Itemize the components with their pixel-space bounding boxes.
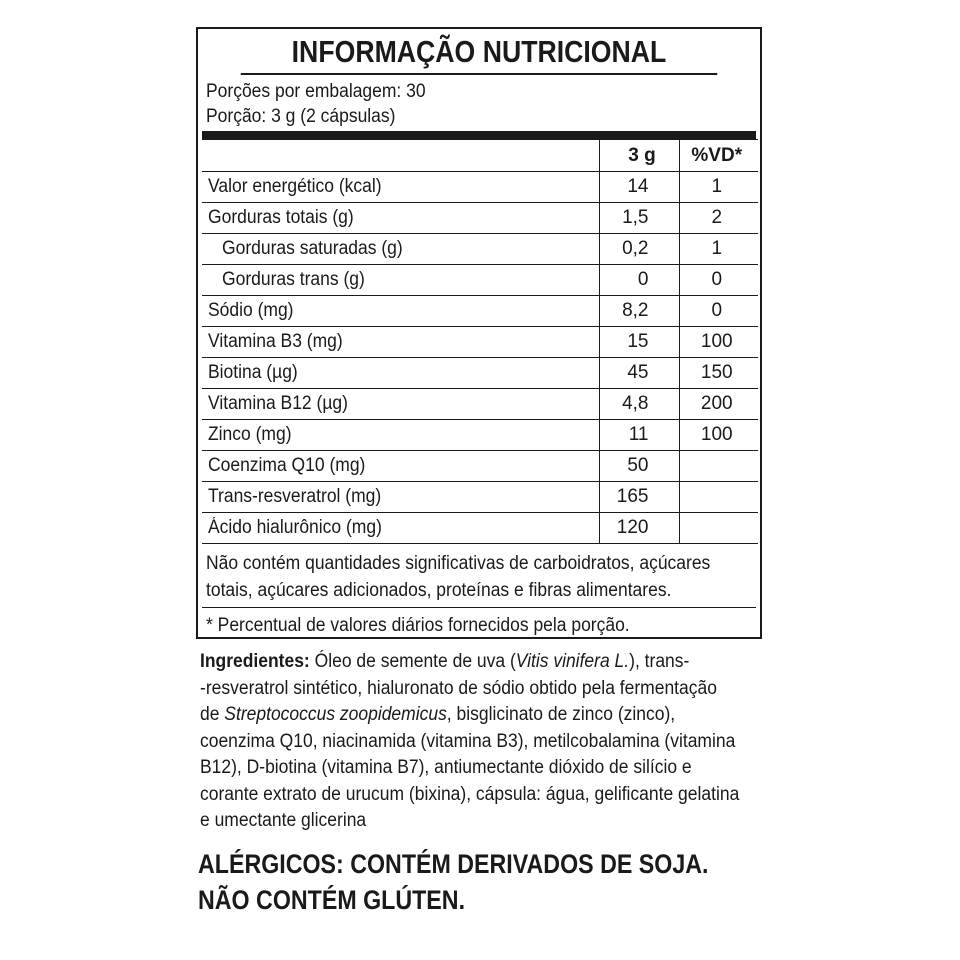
ingredients-line: e umectante glicerina (200, 810, 367, 831)
nutrient-amount: 45 (599, 358, 679, 389)
nutrient-name-text: Valor energético (kcal) (208, 176, 382, 197)
ingredients-line (200, 649, 761, 676)
nutrient-row (202, 265, 758, 296)
ingredients-label: Ingredientes: (200, 651, 310, 672)
nutrient-name-text: Ácido hialurônico (mg) (208, 517, 382, 538)
nutrition-table (202, 139, 758, 544)
nutrient-dv: 0 (679, 265, 758, 296)
ingredients-text: , bisglicinato de zinco (zinco), (446, 704, 676, 725)
nutrient-row (202, 513, 758, 544)
nutrient-name (202, 327, 599, 358)
allergen-statement (198, 846, 792, 918)
nutrient-dv (679, 482, 758, 513)
nutrient-dv (679, 451, 758, 482)
nutrient-row (202, 203, 758, 234)
nutrient-name (202, 420, 599, 451)
nutrient-amount: 14 (599, 172, 679, 203)
panel-title: INFORMAÇÃO NUTRICIONAL (241, 29, 717, 75)
servings-per-package: Porções por embalagem: 30 (206, 81, 426, 102)
gluten-line: NÃO CONTÉM GLÚTEN. (198, 885, 466, 915)
nutrient-name-text: Gorduras totais (g) (208, 207, 354, 228)
nutrient-name (202, 451, 599, 482)
nutrient-row (202, 234, 758, 265)
ingredients-line (200, 702, 720, 729)
serving-info (198, 75, 760, 129)
disclaimer-line: Não contém quantidades significativas de carboidratos, açúcares (206, 553, 711, 574)
nutrient-dv: 1 (679, 172, 758, 203)
footnote-text: * Percentual de valores diários fornecidos pela porção. (206, 615, 630, 636)
header-dv: %VD* (679, 140, 758, 172)
ingredients-text: ), trans- (629, 651, 690, 672)
nutrient-name-text: Sódio (mg) (208, 300, 294, 321)
nutrient-name-text: Gorduras trans (g) (222, 269, 365, 290)
nutrient-name (202, 172, 599, 203)
allergen-line: ALÉRGICOS: CONTÉM DERIVADOS DE SOJA. (198, 849, 709, 879)
nutrient-dv: 100 (679, 420, 758, 451)
ingredients-block (200, 649, 765, 835)
header-amount: 3 g (599, 140, 679, 172)
nutrient-amount: 0 (599, 265, 679, 296)
ingredients-line: -resveratrol sintético, hialuronato de sódio obtido pela fermentação (200, 677, 717, 699)
nutrition-facts-panel (196, 27, 762, 639)
nutrient-row (202, 327, 758, 358)
nutrient-name (202, 265, 599, 296)
ingredients-italic: Streptococcus zoopidemicus (224, 704, 447, 725)
ingredients-line: corante extrato de urucum (bixina), cápsula: água, gelificante gelatina (200, 783, 740, 805)
nutrient-amount: 4,8 (599, 389, 679, 420)
nutrient-name (202, 234, 599, 265)
ingredients-line: B12), D-biotina (vitamina B7), antiumectante dióxido de silício e (200, 757, 692, 778)
nutrient-name-text: Vitamina B12 (µg) (208, 393, 348, 414)
nutrient-dv: 150 (679, 358, 758, 389)
nutrient-name (202, 513, 599, 544)
header-blank-cell (202, 140, 599, 172)
nutrient-name-text: Trans-resveratrol (mg) (208, 486, 382, 507)
ingredients-italic: Vitis vinifera L. (515, 651, 630, 672)
nutrient-row (202, 451, 758, 482)
nutrient-dv: 0 (679, 296, 758, 327)
nutrient-row (202, 296, 758, 327)
nutrient-dv: 1 (679, 234, 758, 265)
nutrient-amount: 11 (599, 420, 679, 451)
nutrient-name (202, 358, 599, 389)
nutrient-amount: 50 (599, 451, 679, 482)
nutrient-disclaimer (202, 544, 756, 608)
nutrient-amount: 120 (599, 513, 679, 544)
nutrient-amount: 15 (599, 327, 679, 358)
nutrient-amount: 1,5 (599, 203, 679, 234)
nutrient-row (202, 358, 758, 389)
nutrient-amount: 165 (599, 482, 679, 513)
nutrient-row (202, 420, 758, 451)
nutrient-row (202, 172, 758, 203)
nutrient-dv (679, 513, 758, 544)
nutrient-name (202, 203, 599, 234)
nutrient-name (202, 389, 599, 420)
nutrient-name-text: Coenzima Q10 (mg) (208, 455, 366, 476)
dv-footnote (202, 608, 756, 643)
nutrient-name-text: Zinco (mg) (208, 424, 292, 445)
nutrient-name-text: Gorduras saturadas (g) (222, 238, 403, 259)
nutrient-name-text: Vitamina B3 (mg) (208, 331, 343, 352)
nutrient-name (202, 296, 599, 327)
nutrient-row (202, 482, 758, 513)
nutrient-dv: 200 (679, 389, 758, 420)
nutrient-name-text: Biotina (µg) (208, 362, 298, 383)
nutrient-name (202, 482, 599, 513)
nutrient-amount: 8,2 (599, 296, 679, 327)
ingredients-text: Óleo de semente de uva ( (309, 651, 516, 672)
table-header-row (202, 140, 758, 172)
disclaimer-line: totais, açúcares adicionados, proteínas e fibras alimentares. (206, 580, 672, 601)
serving-size: Porção: 3 g (2 cápsulas) (206, 106, 396, 127)
divider-bar (202, 131, 756, 139)
nutrient-row (202, 389, 758, 420)
ingredients-line: coenzima Q10, niacinamida (vitamina B3), metilcobalamina (vitamina (200, 730, 736, 752)
nutrient-dv: 100 (679, 327, 758, 358)
nutrient-amount: 0,2 (599, 234, 679, 265)
ingredients-text: de (200, 704, 225, 725)
nutrient-dv: 2 (679, 203, 758, 234)
